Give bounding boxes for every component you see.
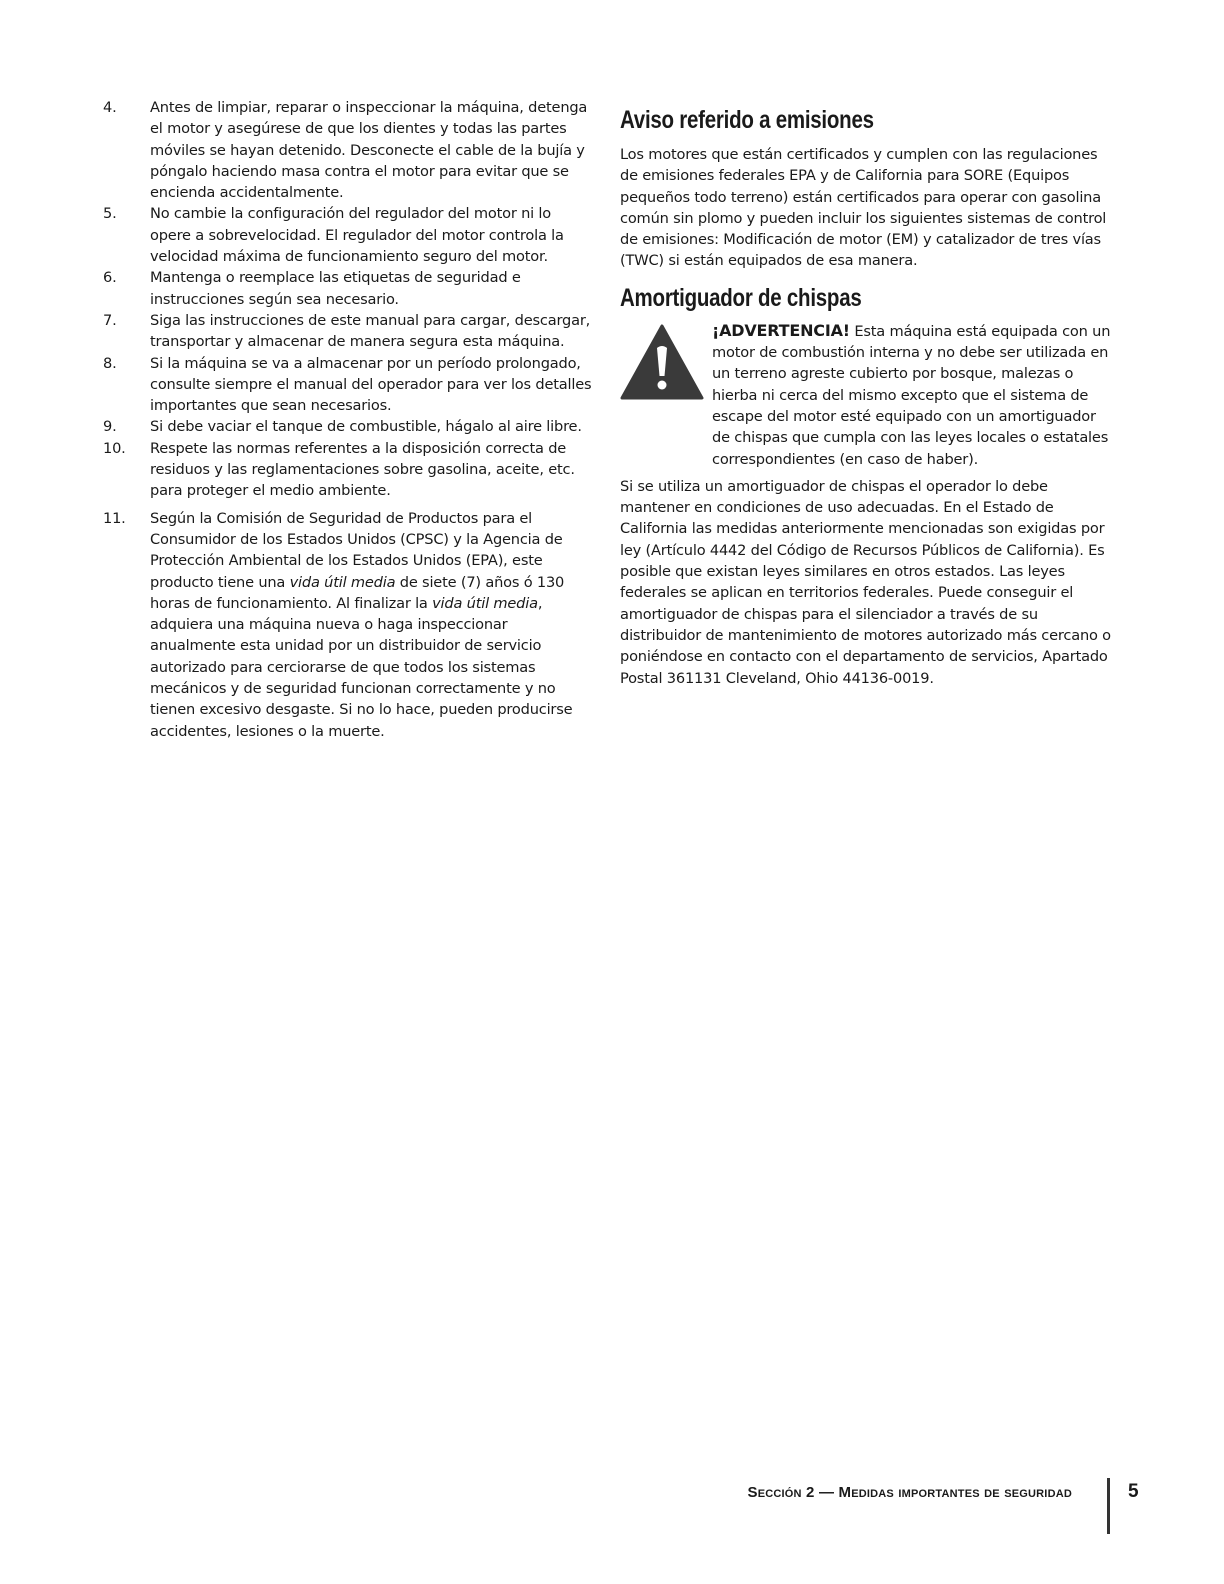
warning-text: [712, 320, 1112, 470]
emissions-body: Los motores que están certificados y cumplen con las regulaciones de emisiones federales EPA y de California para SORE (Equipos pequeños todo terreno) están certificados para operar con gasolina común sin plomo y pueden incluir los siguientes sistemas de control de emisiones: Modificación de motor (EM) y catalizador de tres vías (TWC) si están equipados de esa manera.: [620, 146, 1107, 270]
list-item: [103, 438, 595, 502]
item-number: 4.: [103, 99, 117, 116]
section-title: Sección 2 — Medidas importantes de seguridad: [747, 1484, 1072, 1501]
emphasis-text: vida útil media: [289, 573, 396, 591]
warning-label: ¡ADVERTENCIA!: [712, 320, 850, 340]
list-item: [103, 353, 595, 417]
right-column: [620, 104, 1112, 699]
emphasis-text: vida útil media: [432, 594, 538, 612]
item-number: 5.: [103, 205, 117, 223]
text-segment: de siete (7) años ó 130 horas de funcionamiento. Al finalizar la: [150, 573, 565, 612]
item-number: 10.: [103, 439, 126, 457]
item-number: 7.: [103, 311, 117, 329]
text-segment: Según la Comisión de Seguridad de Productos para el Consumidor de los Estados Unidos (CPSC) y la Agencia de Protección Ambiental de los Estados Unidos (EPA), este producto tiene una: [150, 509, 563, 591]
spark-body: Si se utiliza un amortiguador de chispas el operador lo debe mantener en condiciones de uso adecuadas. En el Estado de California las medidas anteriormente mencionadas son exigidas por ley (Artículo 4442 del Código de Recursos Públicos de California). Es posible que existan leyes similares en otros estados. Las leyes federales se aplican en territorios federales. Puede conseguir el amortiguador de chispas para el silenciador a través de su distribuidor de mantenimiento de motores autorizado más cercano o poniéndose en contacto con el departamento de servicios, Apartado Postal 361131 Cleveland, Ohio 44136-0019.: [620, 477, 1111, 687]
emissions-section: [620, 104, 1112, 272]
safety-list: [103, 97, 595, 742]
item-text: Si debe vaciar el tanque de combustible, hágalo al aire libre.: [150, 418, 582, 436]
list-item: [103, 416, 595, 437]
item-number: 11.: [103, 509, 126, 527]
page-number: 5: [1128, 1481, 1139, 1502]
text-segment: , adquiera una máquina nueva o haga inspeccionar anualmente esta unidad por un distribuidor de servicio autorizado para cerciorarse de que todos los sistemas mecánicos y de seguridad funcionan correctamente y no tienen excesivo desgaste. Si no lo hace, pueden producirse accidentes, lesiones o la muerte.: [150, 594, 573, 740]
item-text: Si la máquina se va a almacenar por un período prolongado, consulte siempre el manual del operador para ver los detalles importantes que sean necesarios.: [150, 354, 592, 415]
item-number: 9.: [103, 418, 117, 436]
warning-block: [620, 320, 1112, 470]
item-text: Siga las instrucciones de este manual para cargar, descargar, transportar y almacenar de manera segura esta máquina.: [150, 311, 591, 351]
footer-divider: [1107, 1478, 1110, 1534]
item-text: Respete las normas referentes a la disposición correcta de residuos y las reglamentaciones sobre gasolina, aceite, etc. para proteger el medio ambiente.: [150, 439, 575, 500]
item-text: [150, 508, 595, 742]
item-text: Antes de limpiar, reparar o inspeccionar la máquina, detenga el motor y asegúrese de que los dientes y todas las partes móviles se hayan detenido. Desconecte el cable de la bujía y póngalo haciendo masa contra el motor para evitar que se encienda accidentalmente.: [150, 99, 588, 202]
list-item: [103, 310, 595, 353]
list-item: [103, 203, 595, 267]
list-item: [103, 508, 595, 742]
item-text: Mantenga o reemplace las etiquetas de seguridad e instrucciones según sea necesario.: [150, 269, 521, 308]
item-text: No cambie la configuración del regulador del motor ni lo opere a sobrevelocidad. El regulador del motor controla la velocidad máxima de funcionamiento seguro del motor.: [150, 205, 564, 266]
spark-arrester-section: [620, 282, 1112, 689]
warning-triangle-icon: [620, 320, 712, 470]
section-heading: Amortiguador de chispas: [620, 283, 862, 312]
warning-body: Esta máquina está equipada con un motor de combustión interna y no debe ser utilizada en un terreno agreste cubierto por bosque, malezas o hierba ni cerca del mismo excepto que el sistema de escape del motor esté equipado con un amortiguador de chispas que cumpla con las leyes locales o estatales correspondientes (en caso de haber).: [712, 322, 1111, 468]
list-item: [103, 267, 595, 310]
item-number: 6.: [103, 269, 117, 287]
list-item: [103, 97, 595, 203]
section-heading: Aviso referido a emisiones: [620, 106, 874, 134]
item-number: 8.: [103, 354, 117, 372]
